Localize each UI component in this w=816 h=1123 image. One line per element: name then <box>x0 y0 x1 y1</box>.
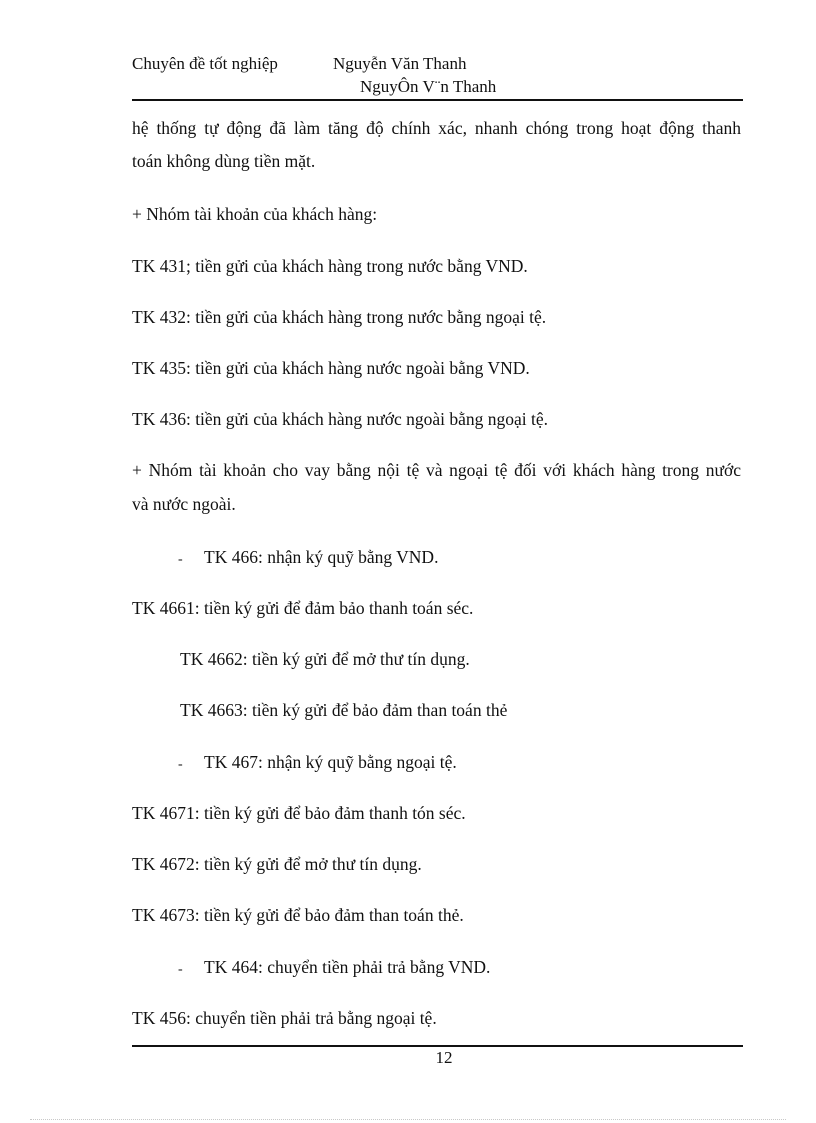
group-heading: + Nhóm tài khoản cho vay bằng nội tệ và ngoại tệ đối với khách hàng trong nước <box>132 460 741 480</box>
account-line: TK 436: tiền gửi của khách hàng nước ngoài bằng ngoại tệ. <box>132 409 549 429</box>
bullet-icon: - <box>178 962 183 977</box>
header-author-alt: NguyÔn V¨n Thanh <box>360 77 497 96</box>
header-doc-title: Chuyên đề tốt nghiệp <box>132 54 278 73</box>
header-rule <box>132 99 743 101</box>
account-line: TK 466: nhận ký quỹ bằng VND. <box>204 547 439 567</box>
footer-rule <box>132 1045 743 1047</box>
account-line: TK 456: chuyển tiền phải trả bằng ngoại tệ. <box>132 1008 437 1028</box>
bullet-icon: - <box>178 552 183 567</box>
account-line: TK 4671: tiền ký gửi để bảo đảm thanh tón séc. <box>132 803 466 823</box>
account-line: TK 435: tiền gửi của khách hàng nước ngoài bằng VND. <box>132 358 530 378</box>
header-author: Nguyễn Văn Thanh <box>333 54 467 73</box>
paragraph-line: hệ thống tự động đã làm tăng độ chính xác, nhanh chóng trong hoạt động thanh <box>132 118 741 138</box>
account-line: TK 431; tiền gửi của khách hàng trong nước bằng VND. <box>132 256 528 276</box>
account-line: TK 432: tiền gửi của khách hàng trong nước bằng ngoại tệ. <box>132 307 547 327</box>
account-line: TK 4661: tiền ký gửi để đảm bảo thanh toán séc. <box>132 598 474 618</box>
page-number: 12 <box>435 1048 453 1067</box>
account-line: TK 4662: tiền ký gửi để mở thư tín dụng. <box>180 649 470 669</box>
page-edge-divider <box>30 1119 786 1120</box>
group-heading: + Nhóm tài khoản của khách hàng: <box>132 204 378 224</box>
account-line: TK 464: chuyển tiền phải trả bằng VND. <box>204 957 491 977</box>
paragraph-line: toán không dùng tiền mặt. <box>132 151 316 171</box>
account-line: TK 4663: tiền ký gửi để bảo đảm than toán thẻ <box>180 700 508 720</box>
account-line: TK 467: nhận ký quỹ bằng ngoại tệ. <box>204 752 457 772</box>
group-heading-cont: và nước ngoài. <box>132 494 236 514</box>
account-line: TK 4673: tiền ký gửi để bảo đảm than toán thẻ. <box>132 905 464 925</box>
bullet-icon: - <box>178 757 183 772</box>
account-line: TK 4672: tiền ký gửi để mở thư tín dụng. <box>132 854 422 874</box>
